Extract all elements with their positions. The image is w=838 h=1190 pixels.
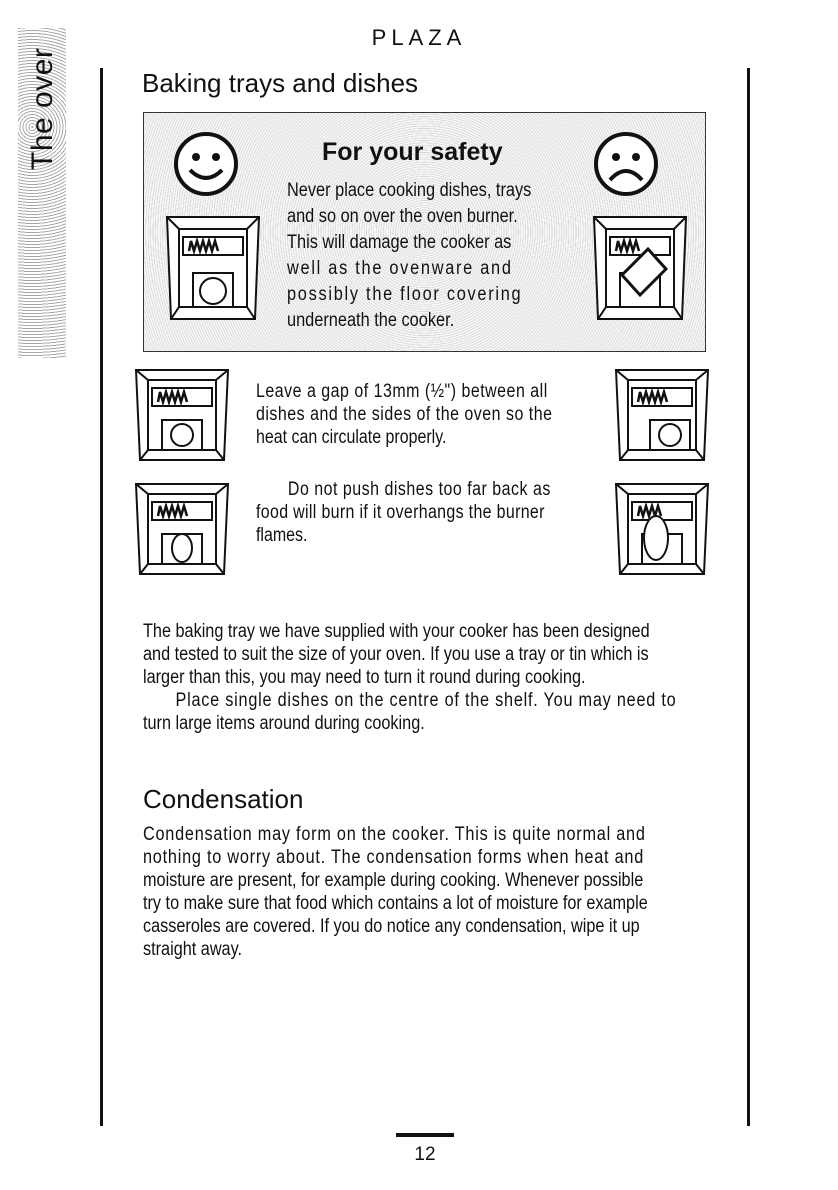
tray-line: larger than this, you may need to turn it round during cooking.: [143, 667, 586, 688]
frowning-face-icon: [592, 130, 660, 198]
condensation-line: straight away.: [143, 939, 243, 960]
page-number-rule: [396, 1133, 454, 1137]
tray-paragraph: [143, 620, 803, 735]
oven-push-icon: [134, 482, 230, 578]
condensation-line: Condensation may form on the cooker. This is quite normal and: [143, 824, 646, 845]
tray-line: Place single dishes on the centre of the shelf. You may need to: [175, 690, 677, 711]
condensation-paragraph: [143, 823, 803, 961]
smiley-face-icon: [172, 130, 240, 198]
tray-line: The baking tray we have supplied with your cooker has been designed: [143, 621, 650, 642]
safety-line: This will damage the cooker as: [287, 232, 512, 253]
push-note: [256, 478, 656, 547]
safety-title: For your safety: [322, 138, 503, 166]
push-line: flames.: [256, 525, 308, 546]
tray-line: and tested to suit the size of your oven. If you use a tray or tin which is: [143, 644, 649, 665]
condensation-line: casseroles are covered. If you do notice any condensation, wipe it up: [143, 916, 640, 937]
gap-note: [256, 380, 656, 449]
page-number: 12: [414, 1144, 436, 1165]
section-title-baking: Baking trays and dishes: [142, 68, 419, 98]
safety-line: underneath the cooker.: [287, 310, 455, 331]
push-line: Do not push dishes too far back as: [287, 479, 551, 500]
gap-line: dishes and the sides of the oven so the: [256, 404, 553, 425]
side-tab-label: The over: [26, 47, 59, 170]
safety-line: possibly the floor covering: [287, 284, 523, 305]
oven-gap-icon: [134, 368, 230, 464]
condensation-line: nothing to worry about. The condensation forms when heat and: [143, 847, 645, 868]
safety-text: [287, 178, 570, 334]
section-title-condensation: Condensation: [143, 784, 304, 814]
gap-line: heat can circulate properly.: [256, 427, 447, 448]
safety-line: Never place cooking dishes, trays: [287, 180, 532, 201]
safety-line: well as the ovenware and: [287, 258, 513, 279]
push-line: food will burn if it overhangs the burner: [256, 502, 545, 523]
brand-header: PLAZA: [371, 25, 467, 50]
gap-line: Leave a gap of 13mm (½") between all: [256, 381, 548, 402]
safety-line: and so on over the oven burner.: [287, 206, 518, 227]
tray-line: turn large items around during cooking.: [143, 713, 425, 734]
right-rule: [747, 68, 750, 1126]
left-rule: [100, 68, 103, 1126]
condensation-line: try to make sure that food which contains a lot of moisture for example: [143, 893, 648, 914]
oven-correct-icon: [165, 215, 261, 323]
oven-incorrect-icon: [592, 215, 688, 323]
condensation-line: moisture are present, for example during cooking. Whenever possible: [143, 870, 644, 891]
